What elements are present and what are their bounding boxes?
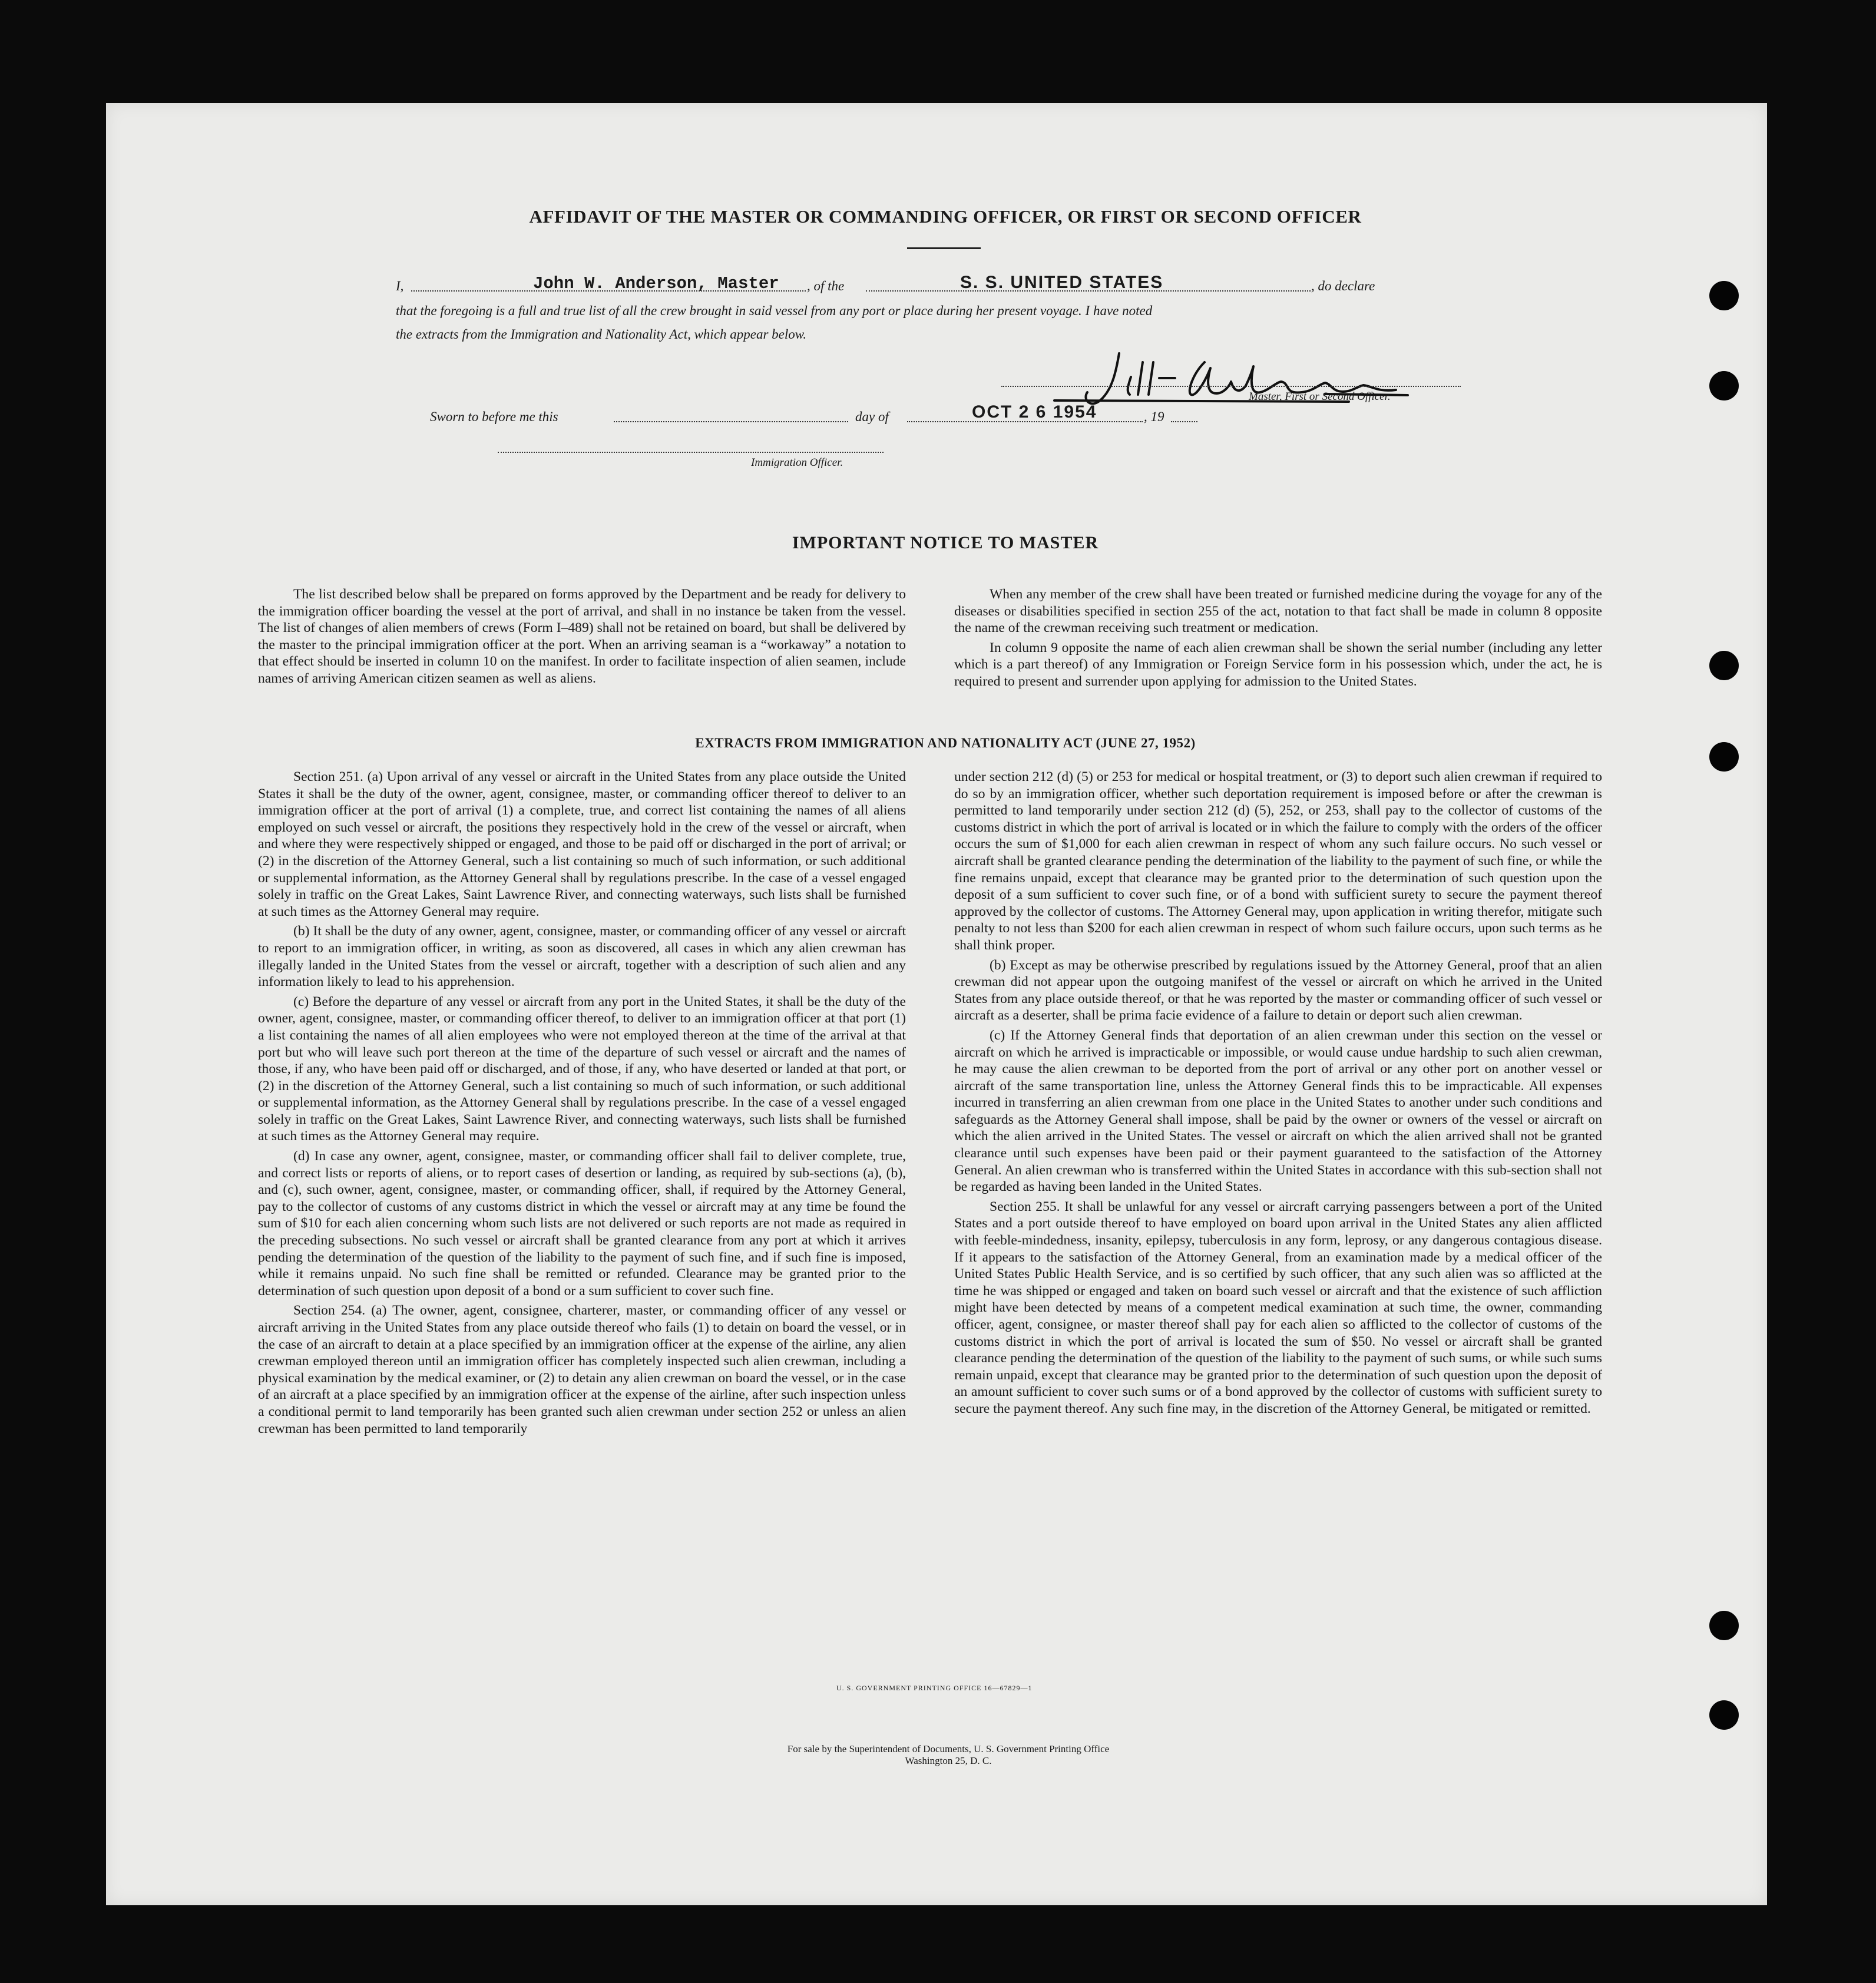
notice-left-paragraph: The list described below shall be prepared on forms approved by the Department and be ready for delivery to the immigration officer boarding the vessel at the port of arrival, and shall in no instance be taken from the vessel. The list of changes of alien members of crews (Form I–489) shall not be retained on board, but shall be delivered by the master to the principal immigration officer at the port. When an arriving seaman is a “workaway” a notation to that effect should be inserted in column 10 on the manifest. In order to facilitate inspection of alien seamen, include names of arriving American citizen seamen as well as aliens.	[258, 587, 906, 686]
sworn-day-line	[614, 421, 848, 422]
section-251-a: Section 251. (a) Upon arrival of any vessel or aircraft in the United States from any place outside the United States it shall be the duty of the owner, agent, consignee, master, or commanding officer thereof to deliver to an immigration officer at the port of arrival (1) a complete, true, and correct list containing the names of all aliens employed on such vessel or aircraft, the positions they respectively hold in the crew of the vessel or aircraft, when and where they were respectively shipped or engaged, and those to be paid off or discharged in the port of arrival; or (2) in the discretion of the Attorney General, such a list containing so much of such information, or such additional or supplemental information, as the Attorney General shall by regulations prescribe. In the case of a vessel engaged solely in traffic on the Great Lakes, Saint Lawrence River, and connecting waterways, such lists shall be furnished at such times as the Attorney General may require.	[258, 769, 906, 919]
signature-line	[1001, 386, 1461, 387]
section-251-b: (b) It shall be the duty of any owner, agent, consignee, master, or commanding officer of any vessel or aircraft to report to an immigration officer, in writing, as soon as discovered, all cases in which any alien crewman has illegally landed in the United States from the vessel or aircraft, together with a description of such alien and any information likely to lead to his apprehension.	[258, 923, 906, 990]
master-name-field: John W. Anderson, Master	[533, 274, 779, 293]
punch-hole	[1709, 651, 1739, 680]
footer-line-2: Washington 25, D. C.	[905, 1755, 992, 1766]
sworn-label: Sworn to before me this	[430, 409, 558, 424]
extracts-heading: EXTRACTS FROM IMMIGRATION AND NATIONALITY ACT (JUNE 27, 1952)	[695, 736, 1196, 750]
extracts-left-column	[258, 769, 906, 1440]
extracts-right-column	[954, 769, 1602, 1421]
of-the-label: , of the	[807, 279, 845, 293]
section-254-c: (c) If the Attorney General finds that deportation of an alien crewman under this section on the vessel or aircraft on which he arrived is impracticable or impossible, or would cause undue hardship to such alien crewman, he may cause the alien crewman to be deported from the port of arrival or any other port on another vessel or aircraft of the same transportation line, unless the Attorney General finds this to be impracticable. All expenses incurred in transferring an alien crewman from one place in the United States to another under such conditions and safeguards as the Attorney General shall impose, shall be paid by the owner or owners of the vessel or aircraft on which the alien arrived in the United States. The vessel or aircraft on which the alien arrived shall not be granted clearance until such expenses have been paid or their payment guaranteed to the satisfaction of the Attorney General. An alien crewman who is transferred within the United States in accordance with this sub-section shall not be regarded as having been landed in the United States.	[954, 1027, 1602, 1195]
footer-line-1: For sale by the Superintendent of Documents, U. S. Government Printing Office	[787, 1743, 1110, 1754]
year-label: , 19	[1144, 409, 1164, 424]
punch-hole	[1709, 1611, 1739, 1640]
punch-hole	[1709, 371, 1739, 400]
notice-right-column	[954, 586, 1602, 693]
notice-heading: IMPORTANT NOTICE TO MASTER	[792, 533, 1099, 552]
section-254-a-cont: under section 212 (d) (5) or 253 for medical or hospital treatment, or (3) to deport such alien crewman if required to do so by an immigration officer, whether such deportation requirement is imposed before or after the crewman is permitted to land temporarily under section 212 (d) (5), 252, or 253, shall pay to the collector of customs of the customs district in which the port of arrival is located or in which the failure to comply with the orders of the officer occurs the sum of $1,000 for each alien crewman in respect of whom any such failure occurs. No such vessel or aircraft shall be granted clearance pending the determination of the liability to the payment of such fine, or while the fine remains unpaid, except that clearance may be granted prior to the determination of such question upon the deposit of a sum sufficient to cover such fine, or of a bond with sufficient surety to secure the payment thereof approved by the collector of customs. The Attorney General may, upon application in writing therefor, mitigate such penalty to not less than $200 for each alien crewman in respect of whom such failure occurs, upon such terms as he shall think proper.	[954, 769, 1602, 953]
punch-hole	[1709, 1700, 1739, 1730]
immigration-officer-line	[498, 452, 884, 453]
immigration-officer-caption: Immigration Officer.	[751, 456, 843, 469]
year-line	[1171, 421, 1197, 422]
form-title: AFFIDAVIT OF THE MASTER OR COMMANDING OFFICER, OR FIRST OR SECOND OFFICER	[529, 206, 1362, 227]
section-254-a: Section 254. (a) The owner, agent, consignee, charterer, master, or commanding officer of any vessel or aircraft arriving in the United States from any place outside thereof who fails (1) to detain on board the vessel, or in the case of an aircraft to detain at a place specified by an immigration officer at the expense of the airline, any alien crewman employed thereon until an immigration officer has completely inspected such alien crewman, including a physical examination by the medical examiner, or (2) to detain any alien crewman on board the vessel, or in the case of an aircraft at a place specified by an immigration officer at the expense of the airline, after such inspection unless a conditional permit to land temporarily has been granted such alien crewman under section 252 or unless an alien crewman has been permitted to land temporarily	[258, 1303, 906, 1436]
vessel-name-field: S. S. UNITED STATES	[960, 273, 1164, 292]
title-divider	[907, 247, 981, 249]
form-sheet	[106, 103, 1767, 1905]
do-declare-label: , do declare	[1311, 279, 1375, 293]
declaration-line-3: the extracts from the Immigration and Nationality Act, which appear below.	[396, 327, 807, 342]
printer-line: U. S. GOVERNMENT PRINTING OFFICE 16—67829—1	[836, 1684, 1033, 1692]
notice-right-paragraph-2: In column 9 opposite the name of each alien crewman shall be shown the serial number (including any letter which is a part thereof) of any Immigration or Foreign Service form in his possession which, under the act, he is required to present and surrender upon applying for admission to the United States.	[954, 640, 1602, 689]
declaration-line-2: that the foregoing is a full and true list of all the crew brought in said vessel from any port or place during her present voyage. I have noted	[396, 303, 1153, 318]
sale-footer	[654, 1743, 1243, 1767]
section-251-d: (d) In case any owner, agent, consignee, master, or commanding officer shall fail to deliver complete, true, and correct lists or reports of aliens, or to report cases of desertion or landing, as required by sub-sections (a), (b), and (c), such owner, agent, consignee, master, or commanding officer, shall, if required by the Attorney General, pay to the collector of customs of any customs district in which the vessel or aircraft may at any time be found the sum of $10 for each alien concerning whom such lists are not delivered or such reports are not made as required in the preceding subsections. No such vessel or aircraft shall be granted clearance from any port at which it arrives pending the determination of the question of the liability to the payment of such fine, and if such fine is imposed, while it remains unpaid. No such fine shall be remitted or refunded. Clearance may be granted prior to the determination of such question upon deposit of a bond or a sum sufficient to cover such fine.	[258, 1148, 906, 1299]
punch-hole	[1709, 281, 1739, 310]
signature-caption: Master, First or Second Officer.	[1249, 390, 1391, 403]
punch-hole	[1709, 742, 1739, 772]
i-label: I,	[396, 279, 404, 293]
section-255: Section 255. It shall be unlawful for any vessel or aircraft carrying passengers between a port of the United States and a port outside thereof to have employed on board upon arrival in the United States any alien afflicted with feeble-mindedness, insanity, epilepsy, tuberculosis in any form, leprosy, or any dangerous contagious disease. If it appears to the satisfaction of the Attorney General, from an examination made by a medical officer of the United States Public Health Service, and is so certified by such officer, that any such alien was so afflicted at the time he was shipped or engaged and taken on board such vessel or aircraft and that the existence of such affliction might have been detected by means of a competent medical examination at such time, the owner, commanding officer, agent, consignee, or master thereof shall pay for each alien so afflicted to the collector of customs of the customs district in which the port of arrival is located the sum of $50. No vessel or aircraft shall be granted clearance pending the determination of the question of the liability to the payment of such sums, or while such sums remain unpaid, except that clearance may be granted prior to the determination of such question upon the deposit of an amount sufficient to cover such sums or of a bond approved by the collector of customs with sufficient surety to secure the payment thereof. Any such fine may, in the discretion of the Attorney General, be mitigated or remitted.	[954, 1199, 1602, 1416]
notice-right-paragraph-1: When any member of the crew shall have been treated or furnished medicine during the voyage for any of the diseases or disabilities specified in section 255 of the act, notation to that fact shall be made in column 8 opposite the name of the crewman receiving such treatment or medication.	[954, 587, 1602, 636]
notice-left-column	[258, 586, 906, 690]
day-of-label: day of	[855, 409, 889, 424]
section-251-c: (c) Before the departure of any vessel or aircraft from any port in the United States, it shall be the duty of the owner, agent, consignee, master, or commanding officer thereof, to deliver to an immigration officer at that port (1) a list containing the names of all alien employees who were not employed thereon at the time of the arrival at that port but who will leave such port thereon at the time of the departure of such vessel or aircraft and the names of those, if any, who have been paid off or discharged, and of those, if any, who have deserted or landed at that port, or (2) in the discretion of the Attorney General, such a list containing so much of such information, or such additional or supplemental information, as the Attorney General shall by regulations prescribe. In the case of a vessel engaged solely in traffic on the Great Lakes, Saint Lawrence River, and connecting waterways, such lists shall be furnished at such times as the Attorney General may require.	[258, 994, 906, 1144]
date-stamp: OCT 2 6 1954	[972, 402, 1097, 422]
section-254-b: (b) Except as may be otherwise prescribed by regulations issued by the Attorney General, proof that an alien crewman did not appear upon the outgoing manifest of the vessel or aircraft on which he arrived in the United States from any place outside thereof, or that he was reported by the master or commanding officer of such vessel or aircraft as a deserter, shall be prima facie evidence of a failure to detain or deport such alien crewman.	[954, 957, 1602, 1024]
